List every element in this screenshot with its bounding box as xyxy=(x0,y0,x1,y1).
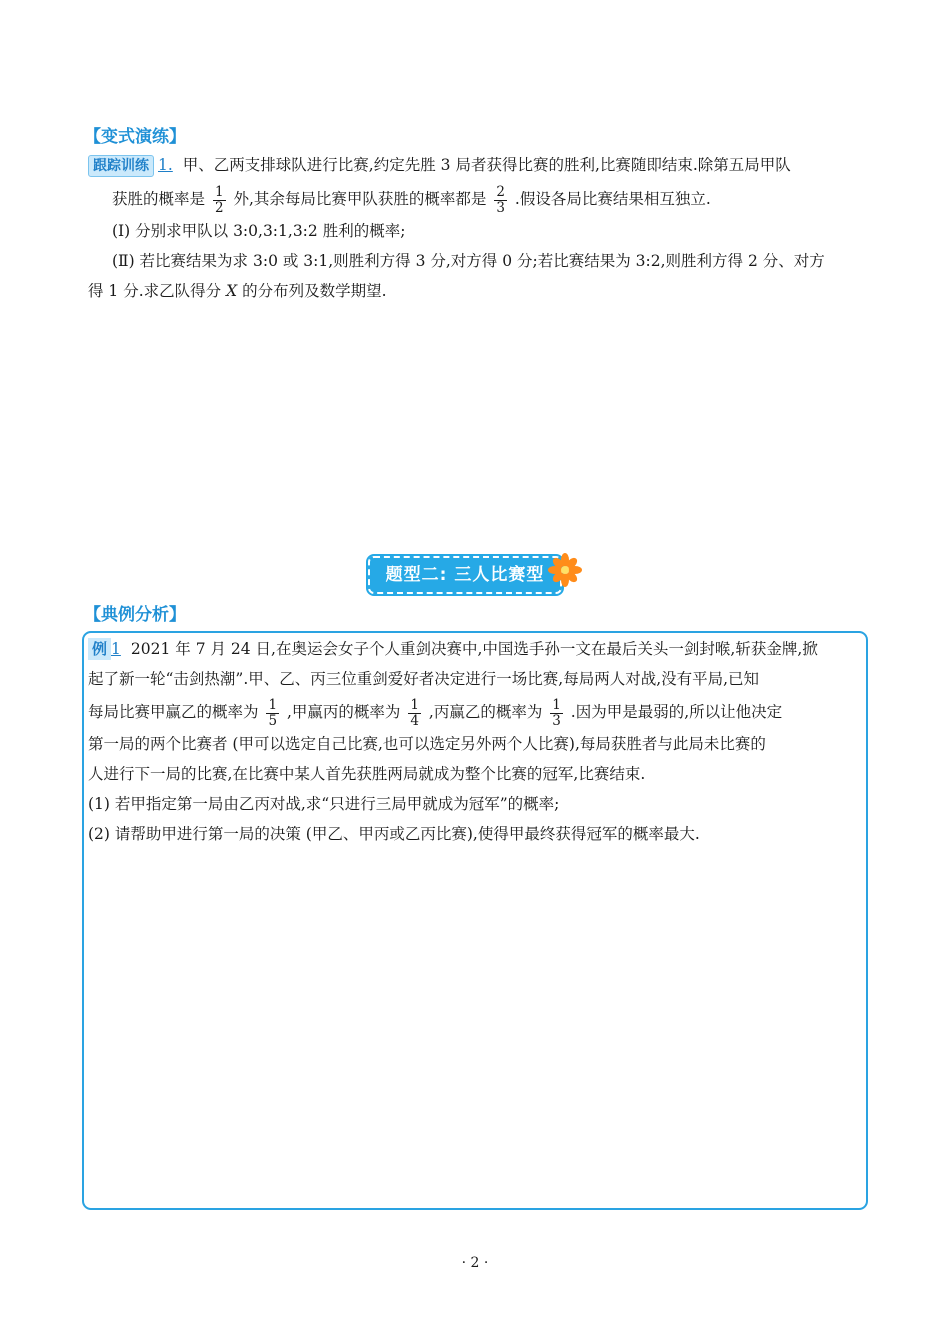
fraction-one-fifth: $\frac{1}{5}$ xyxy=(268,696,278,729)
fraction-one-third: $\frac{1}{3}$ xyxy=(552,696,561,729)
fraction-one-half: $\frac{1}{2}$ xyxy=(214,183,224,216)
text-segment: 2021 年 7 月 24 日,在奥运会女子个人重剑决赛中,中国选手孙一文在最后关头一剑封喉,斩获金牌,掀 xyxy=(130,640,818,658)
text-segment: 外,其余每局比赛甲队获胜的概率都是 xyxy=(233,190,487,208)
example-line-3 xyxy=(88,697,866,729)
question-type-banner: 题型二: 三人比赛型 xyxy=(368,556,562,594)
example-tag: 例 xyxy=(88,638,111,660)
exercise-1-line-2 xyxy=(88,184,868,216)
fraction-one-fourth: $\frac{1}{4}$ xyxy=(410,696,419,729)
example-line-4: 第一局的两个比赛者 (甲可以选定自己比赛,也可以选定另外两个人比赛),每局获胜者与此局未比赛的 xyxy=(88,734,766,753)
page-number: · 2 · xyxy=(461,1255,489,1271)
example-line-1 xyxy=(88,634,866,664)
text-segment: .因为甲是最弱的,所以让他决定 xyxy=(570,703,783,721)
question-2: (Ⅱ) 若比赛结果为求 3:0 或 3:1,则胜利方得 3 分,对方得 0 分;若比赛结果为 3:2,则胜利方得 2 分、对方 xyxy=(112,251,825,270)
example-question-1: (1) 若甲指定第一局由乙丙对战,求“只进行三局甲就成为冠军”的概率; xyxy=(88,794,560,813)
flower-icon xyxy=(548,553,582,587)
exercise-1 xyxy=(88,150,868,306)
question-1: (Ⅰ) 分别求甲队以 3:0,3:1,3:2 胜利的概率; xyxy=(112,221,406,240)
example-question-2: (2) 请帮助甲进行第一局的决策 (甲乙、甲丙或乙丙比赛),使得甲最终获得冠军的概率最大. xyxy=(88,824,700,843)
exercise-1-line-1 xyxy=(88,150,868,180)
text-segment: ,甲赢丙的概率为 xyxy=(286,703,401,721)
example-number: 1 xyxy=(111,640,121,658)
exercise-text: 甲、乙两支排球队进行比赛,约定先胜 3 局者获得比赛的胜利,比赛随即结束.除第五局甲队 xyxy=(182,156,791,174)
text-segment: 的分布列及数学期望. xyxy=(242,281,387,300)
text-segment: 得 1 分.求乙队得分 xyxy=(88,281,222,300)
text-segment: .假设各局比赛结果相互独立. xyxy=(514,190,711,208)
tracking-tag: 跟踪训练 xyxy=(88,155,154,177)
text-segment: ,丙赢乙的概率为 xyxy=(428,703,543,721)
text-segment: 获胜的概率是 xyxy=(112,190,206,208)
example-1 xyxy=(88,634,866,849)
variable-x: X xyxy=(226,281,238,300)
exercise-number: 1. xyxy=(158,156,173,174)
section-heading-variant: 【变式演练】 xyxy=(84,127,186,147)
text-segment: 每局比赛甲赢乙的概率为 xyxy=(88,703,259,721)
section-heading-example: 【典例分析】 xyxy=(84,605,186,625)
question-2-cont xyxy=(88,276,868,306)
example-line-5: 人进行下一局的比赛,在比赛中某人首先获胜两局就成为整个比赛的冠军,比赛结束. xyxy=(88,764,646,783)
fraction-two-thirds: $\frac{2}{3}$ xyxy=(496,183,505,216)
example-line-2: 起了新一轮“击剑热潮”.甲、乙、丙三位重剑爱好者决定进行一场比赛,每局两人对战,没有平局,已知 xyxy=(88,670,760,688)
